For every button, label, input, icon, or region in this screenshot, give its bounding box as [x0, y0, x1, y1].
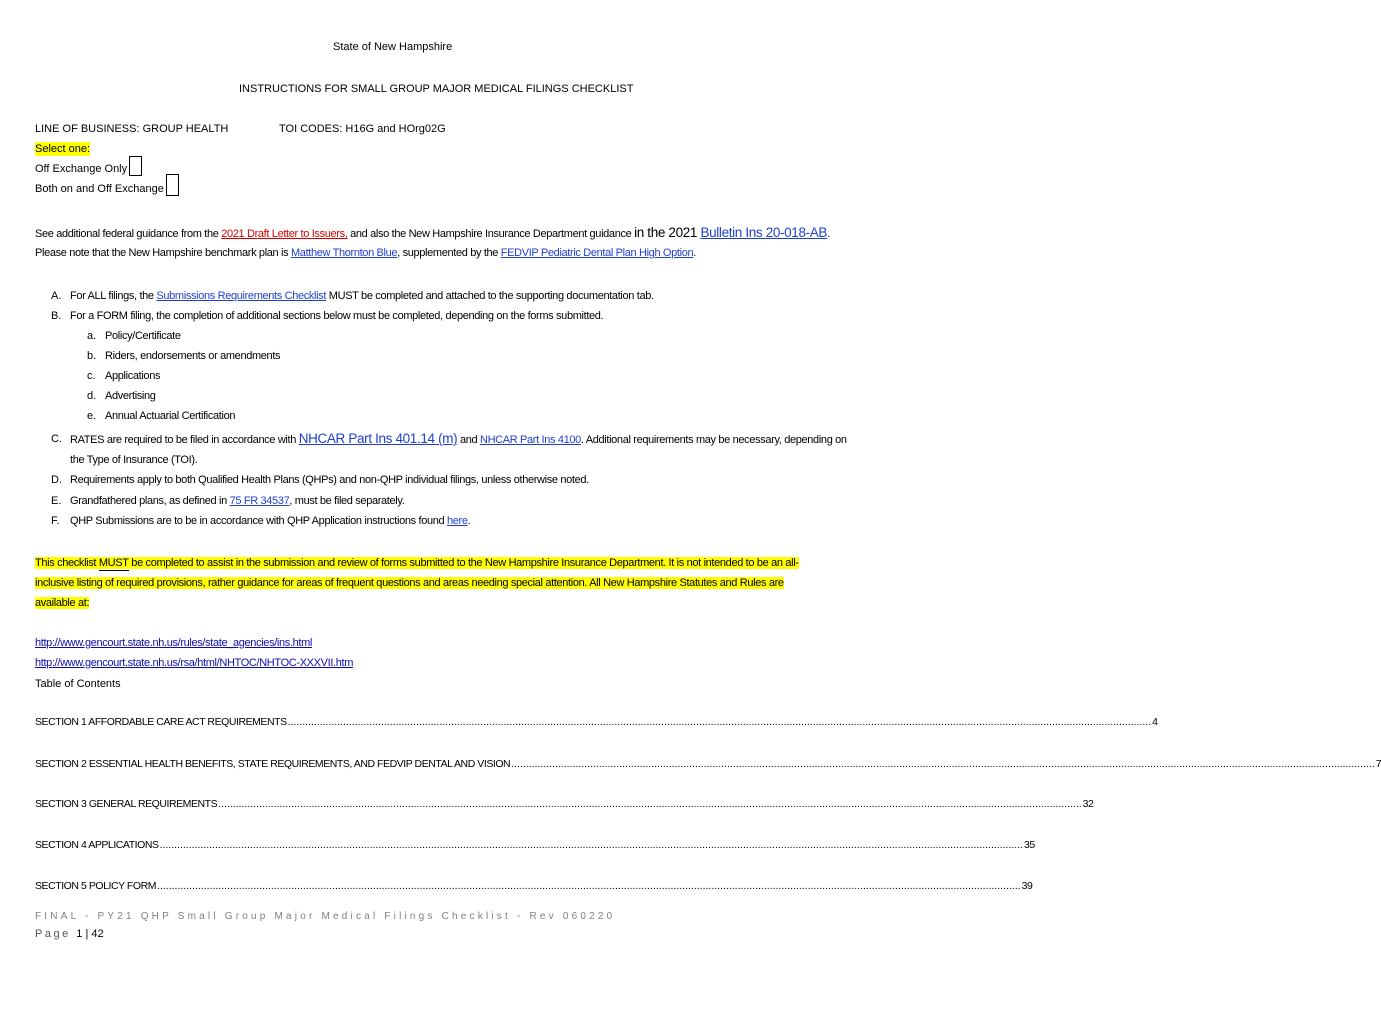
rules-url-link[interactable]	[35, 636, 312, 650]
both-exchange-checkbox[interactable]	[166, 174, 179, 196]
rsa-url-text[interactable]: http://www.gencourt.state.nh.us/rsa/html/NHTOC/NHTOC-XXXVII.htm	[35, 657, 354, 669]
toc-entry-section-1[interactable]	[35, 716, 1158, 728]
fr-34537-link[interactable]: 75 FR 34537	[229, 495, 290, 507]
page-value: 1 | 42	[76, 928, 104, 940]
item-f-period: .	[467, 515, 471, 527]
here-link[interactable]: here	[446, 515, 468, 527]
document-title: INSTRUCTIONS FOR SMALL GROUP MAJOR MEDICAL FILINGS CHECKLIST	[239, 83, 634, 95]
fedvip-link[interactable]: FEDVIP Pediatric Dental Plan High Option	[500, 247, 694, 259]
item-a-text: For ALL filings, the	[70, 290, 157, 302]
toc-entry-section-2[interactable]	[35, 758, 1381, 770]
list-marker-c: C.	[51, 433, 62, 445]
list-marker-d: D.	[51, 474, 62, 486]
list-item-e	[70, 494, 404, 508]
list-item-a	[70, 289, 654, 303]
nhcar-4100-link[interactable]: NHCAR Part Ins 4100	[479, 434, 581, 446]
page-label: Page	[35, 928, 71, 940]
sub-marker-d: d.	[87, 390, 97, 402]
item-a-text-2: MUST be completed and attached to the supporting documentation tab.	[326, 290, 654, 302]
notice-text: This checklist	[35, 557, 99, 569]
sub-marker-a: a.	[87, 330, 97, 342]
off-exchange-option	[35, 162, 142, 176]
guidance-text-2: and also the New Hampshire Insurance Department guidance	[347, 228, 635, 240]
state-heading: State of New Hampshire	[333, 41, 453, 53]
sub-item-advertising: Advertising	[105, 390, 156, 402]
off-exchange-label: Off Exchange Only	[35, 163, 128, 175]
list-item-f	[70, 514, 470, 528]
toi-codes: TOI CODES: H16G and HOrg02G	[279, 123, 446, 135]
item-e-text: Grandfathered plans, as defined in	[70, 495, 230, 507]
toc-leader	[288, 716, 1152, 728]
benchmark-text-2: , supplemented by the	[397, 247, 501, 259]
guidance-period: .	[827, 228, 830, 240]
toc-leader	[160, 839, 1024, 851]
list-marker-a: A.	[51, 290, 62, 302]
item-c-and: and	[457, 434, 480, 446]
toc-page-number: 39	[1021, 880, 1033, 892]
toc-leader	[157, 880, 1021, 892]
toc-label: SECTION 2 ESSENTIAL HEALTH BENEFITS, STATE REQUIREMENTS, AND FEDVIP DENTAL AND VISION	[35, 758, 511, 770]
nhcar-401-link[interactable]: NHCAR Part Ins 401.14 (m)	[298, 431, 458, 446]
submission-checklist-link[interactable]: Submissions Requirements Checklist	[156, 290, 327, 302]
toc-label: SECTION 1 AFFORDABLE CARE ACT REQUIREMENTS	[35, 716, 287, 728]
benchmark-period: .	[693, 247, 696, 259]
draft-letter-link[interactable]: 2021 Draft Letter to Issuers,	[221, 228, 348, 240]
toc-page-number: 35	[1024, 839, 1035, 851]
notice-line1	[35, 556, 799, 571]
sub-marker-b: b.	[87, 350, 97, 362]
notice-text-3: inclusive listing of required provisions, rather guidance for areas of frequent questions and areas needing special attention. All New Hampshire Statutes and Rules are	[35, 577, 784, 589]
notice-text-4: available at:	[35, 597, 90, 609]
list-item-b: For a FORM filing, the completion of additional sections below must be completed, depending on the forms submitted.	[70, 310, 604, 322]
item-c-text: RATES are required to be filed in accordance with	[70, 434, 299, 446]
toc-label: SECTION 3 GENERAL REQUIREMENTS	[35, 798, 218, 810]
toc-leader	[218, 798, 1082, 810]
sub-item-policy: Policy/Certificate	[105, 330, 181, 342]
both-exchange-label: Both on and Off Exchange	[35, 183, 164, 195]
list-item-c-line2: the Type of Insurance (TOI).	[70, 454, 198, 466]
sub-item-actuarial: Annual Actuarial Certification	[105, 410, 236, 422]
list-marker-b: B.	[51, 310, 62, 322]
rsa-url-link[interactable]	[35, 656, 353, 670]
select-one-label: Select one:	[35, 143, 91, 155]
rules-url-text[interactable]: http://www.gencourt.state.nh.us/rules/state_agencies/ins.html	[35, 637, 313, 649]
notice-must: MUST	[98, 557, 129, 569]
bulletin-link[interactable]: Bulletin Ins 20-018-AB	[700, 225, 828, 240]
guidance-paragraph-line1	[35, 226, 830, 241]
item-f-text: QHP Submissions are to be in accordance with QHP Application instructions found	[70, 515, 447, 527]
notice-text-2: be completed to assist in the submission and review of forms submitted to the New Hampshire Insurance Department. It is not intended to be an all-	[128, 557, 799, 569]
sub-item-applications: Applications	[105, 370, 161, 382]
benchmark-text: Please note that the New Hampshire benchmark plan is	[35, 247, 291, 259]
list-marker-e: E.	[51, 495, 62, 507]
toc-entry-section-5[interactable]	[35, 880, 1033, 892]
toc-label: SECTION 4 APPLICATIONS	[35, 839, 159, 851]
list-item-d: Requirements apply to both Qualified Health Plans (QHPs) and non-QHP individual filings, unless otherwise noted.	[70, 474, 589, 486]
list-item-c	[70, 432, 847, 447]
toc-page-number: 32	[1082, 798, 1094, 810]
notice-line3	[35, 596, 89, 610]
toc-entry-section-3[interactable]	[35, 798, 1094, 810]
both-exchange-option	[35, 182, 179, 196]
sub-item-riders: Riders, endorsements or amendments	[105, 350, 281, 362]
sub-marker-c: c.	[87, 370, 96, 382]
guidance-paragraph-line2	[35, 246, 696, 260]
guidance-year: in the 2021	[634, 225, 701, 240]
off-exchange-checkbox[interactable]	[129, 156, 142, 176]
toc-label: SECTION 5 POLICY FORM	[35, 880, 157, 892]
footer-document-id: FINAL - PY21 QHP Small Group Major Medical Filings Checklist - Rev 060220	[35, 911, 616, 922]
toc-leader	[511, 758, 1375, 770]
line-of-business: LINE OF BUSINESS: GROUP HEALTH	[35, 123, 229, 135]
toc-page-number: 4	[1152, 716, 1158, 728]
toc-page-number: 7	[1375, 758, 1381, 770]
guidance-text: See additional federal guidance from the	[35, 228, 222, 240]
thornton-blue-link[interactable]: Matthew Thornton Blue	[290, 247, 398, 259]
toc-entry-section-4[interactable]	[35, 839, 1035, 851]
item-e-text-2: , must be filed separately.	[289, 495, 405, 507]
sub-marker-e: e.	[87, 410, 97, 422]
notice-line2	[35, 576, 784, 590]
list-marker-f: F.	[51, 515, 60, 527]
footer-page-number	[35, 928, 104, 940]
item-c-text-2: . Additional requirements may be necessary, depending on	[580, 434, 847, 446]
toc-heading: Table of Contents	[35, 678, 121, 690]
